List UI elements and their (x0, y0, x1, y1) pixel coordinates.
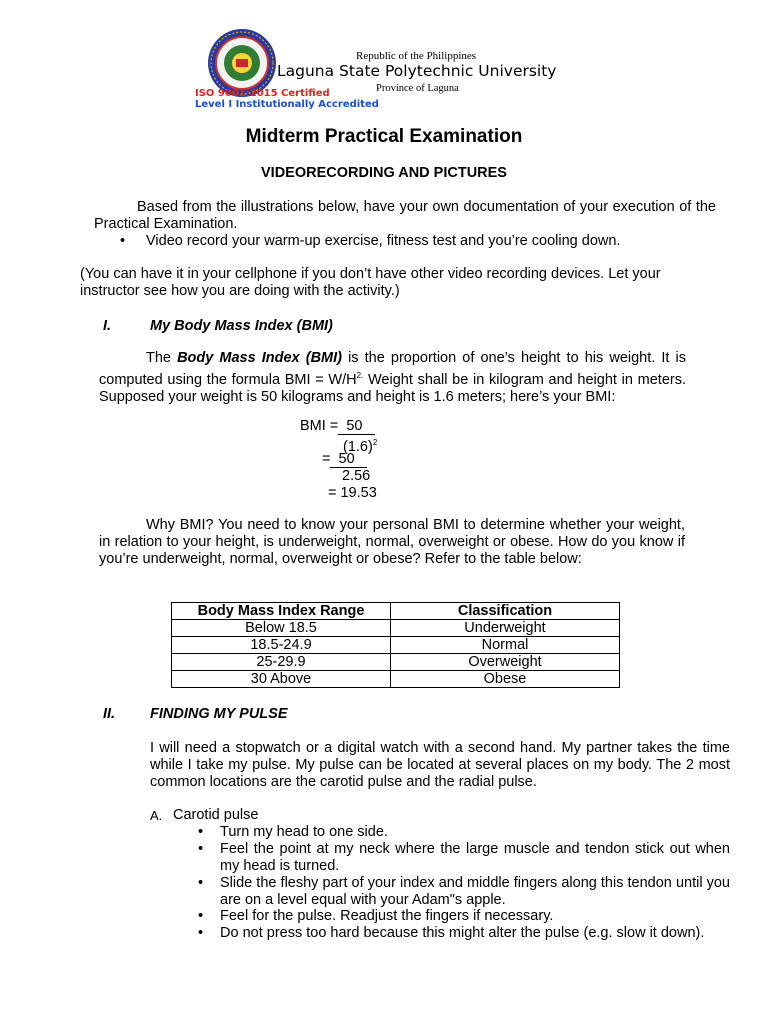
pulse-paragraph: I will need a stopwatch or a digital watch with a second hand. My partner takes the time while I take my pulse. My pulse can be located at several places on my body. The 2 most common locations are the carotid pulse and the radial pulse. (150, 740, 730, 790)
bmi-superscript: 2. (356, 371, 364, 380)
bmi-text-2: is the proportion of one’s height to his weight. It is computed using the formula BMI = W/H (99, 350, 686, 388)
header-republic: Republic of the Philippines (356, 50, 477, 62)
bmi-term: Body Mass Index (BMI) (177, 350, 342, 366)
bullet-icon: • (198, 824, 204, 840)
pulse-step: Turn my head to one side. (220, 824, 388, 840)
formula-numerator-2: 50 (330, 451, 367, 467)
table-header-classification: Classification (391, 603, 620, 620)
intro-note: (You can have it in your cellphone if you don’t have other video recording devices. Let your instructor see how you are doing with the activity.) (80, 266, 661, 299)
formula-result: = 19.53 (328, 485, 377, 501)
formula-line-1 (300, 418, 375, 435)
page-title: Midterm Practical Examination (245, 126, 523, 147)
formula-denominator-1: (1.6) (343, 438, 373, 455)
bmi-text-1: The (146, 350, 178, 366)
accreditation-label: Level I Institutionally Accredited (195, 99, 379, 110)
table-cell-range: 30 Above (172, 671, 391, 688)
subsection-heading: Carotid pulse (173, 807, 259, 823)
formula-line-3 (322, 451, 367, 468)
formula-numerator-1: 50 (338, 418, 375, 434)
why-bmi-paragraph: Why BMI? You need to know your personal BMI to determine whether your weight, in relation to your height, is underweight, normal, overweight or obese. How do you know if you’re underweight, normal, overweight or obese? Refer to the table below: (99, 517, 685, 567)
bullet-icon: • (120, 233, 126, 249)
formula-exponent: 2 (372, 438, 378, 447)
table-cell-classification: Overweight (391, 654, 620, 671)
section1-heading: My Body Mass Index (BMI) (150, 318, 333, 334)
bullet-icon: • (198, 908, 204, 924)
bullet-icon: • (198, 875, 204, 891)
section2-heading: FINDING MY PULSE (150, 706, 288, 722)
page-subtitle: VIDEORECORDING AND PICTURES (261, 165, 507, 181)
bullet-icon: • (198, 925, 204, 941)
section1-numeral: I. (103, 318, 112, 334)
table-cell-classification: Underweight (391, 620, 620, 637)
formula-bmi-label: BMI = (300, 418, 339, 434)
header-province: Province of Laguna (376, 83, 459, 94)
bmi-paragraph (99, 350, 686, 406)
table-cell-range: 18.5-24.9 (172, 637, 391, 654)
table-row (172, 671, 620, 688)
pulse-step: Do not press too hard because this might alter the pulse (e.g. slow it down). (220, 925, 705, 941)
table-row (172, 637, 620, 654)
table-cell-classification: Normal (391, 637, 620, 654)
header-university: Laguna State Polytechnic University (277, 62, 557, 80)
table-header-row (172, 603, 620, 620)
subsection-letter: A. (150, 808, 163, 823)
bmi-table (171, 602, 620, 688)
table-cell-range: Below 18.5 (172, 620, 391, 637)
formula-equals: = (322, 451, 331, 467)
iso-certification: ISO 9001:2015 Certified (195, 88, 330, 99)
table-row (172, 620, 620, 637)
table-header-range: Body Mass Index Range (172, 603, 391, 620)
intro-bullet: Video record your warm-up exercise, fitness test and you’re cooling down. (146, 233, 621, 249)
formula-denominator-2: 2.56 (342, 468, 371, 484)
pulse-step: Slide the fleshy part of your index and middle fingers along this tendon until you are on a level equal with your Adam"s apple. (220, 875, 730, 908)
table-row (172, 654, 620, 671)
table-cell-range: 25-29.9 (172, 654, 391, 671)
intro-paragraph: Based from the illustrations below, have your own documentation of your execution of the Practical Examination. (94, 199, 716, 232)
pulse-step: Feel the point at my neck where the large muscle and tendon stick out when my head is turned. (220, 841, 730, 874)
bullet-icon: • (198, 841, 204, 857)
bmi-text-3: Weight shall be in kilogram and height in meters. Supposed your weight is 50 kilograms and height is 1.6 meters; here’s your BMI: (99, 371, 686, 405)
section2-numeral: II. (103, 706, 116, 722)
pulse-step: Feel for the pulse. Readjust the fingers if necessary. (220, 908, 554, 924)
table-cell-classification: Obese (391, 671, 620, 688)
